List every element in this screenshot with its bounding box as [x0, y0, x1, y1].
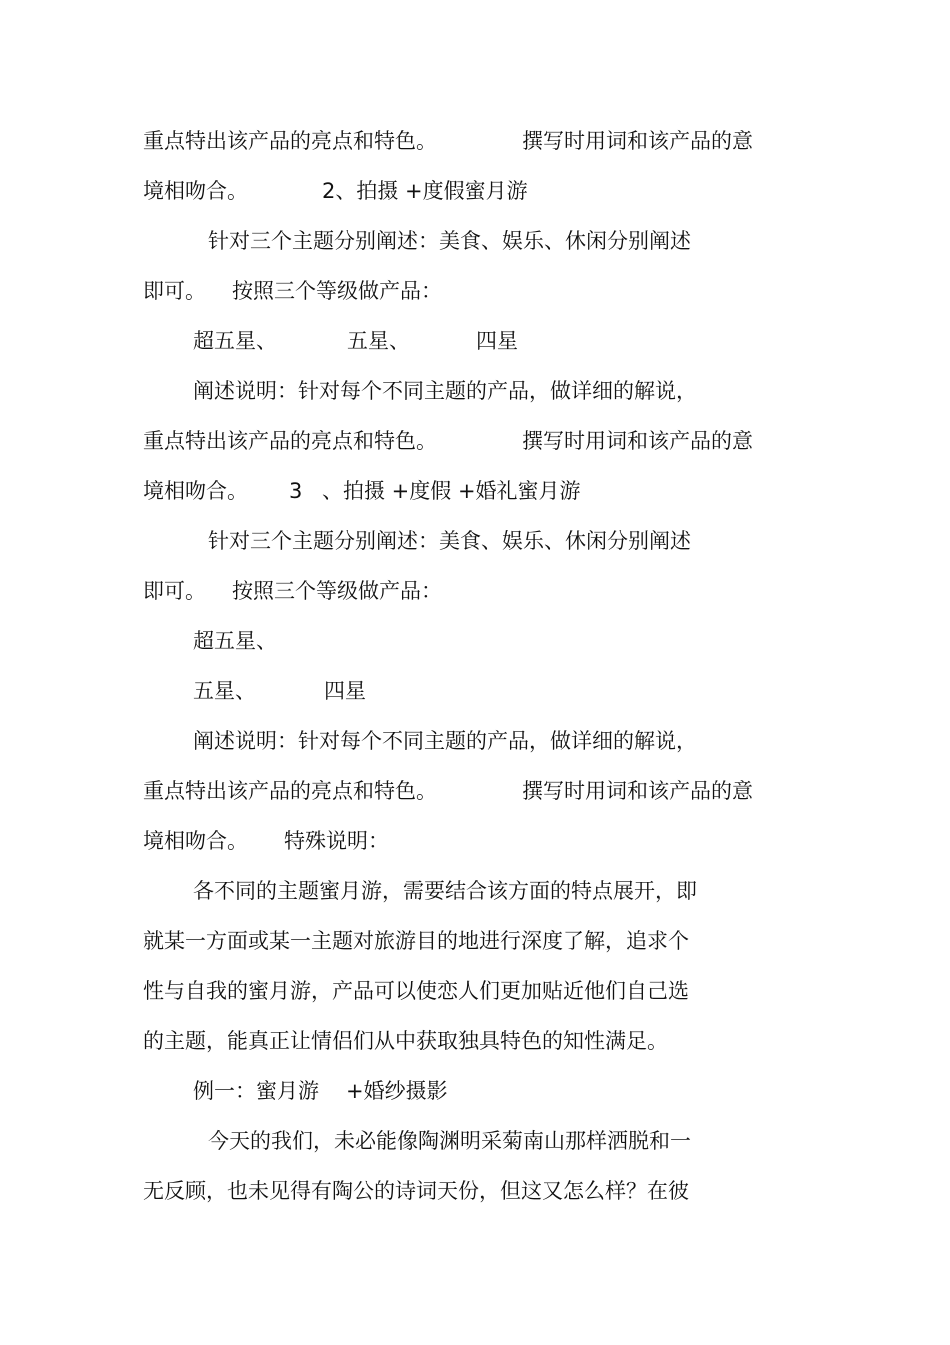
text-segment: 针对三个主题分别阐述：美食、娱乐、休闲分别阐述 [208, 229, 691, 253]
text-segment: 针对三个主题分别阐述：美食、娱乐、休闲分别阐述 [208, 529, 691, 553]
text-segment: 、拍摄 +度假 +婚礼蜜月游 [322, 479, 581, 503]
text-segment: 五星、 [347, 329, 410, 353]
text-segment: 重点特出该产品的亮点和特色。 [143, 129, 437, 153]
text-segment: 阐述说明：针对每个不同主题的产品，做详细的解说， [193, 729, 697, 753]
text-segment: 撰写时用词和该产品的意 [522, 129, 753, 153]
text-segment: 按照三个等级做产品： [232, 579, 442, 603]
text-segment: 例一：蜜月游 [193, 1079, 319, 1103]
text-segment: 四星 [324, 679, 366, 703]
text-segment: 按照三个等级做产品： [232, 279, 442, 303]
text-segment: 特殊说明： [284, 829, 389, 853]
text-segment: 重点特出该产品的亮点和特色。 [143, 429, 437, 453]
text-segment: 今天的我们，未必能像陶渊明采菊南山那样洒脱和一 [208, 1129, 691, 1153]
text-segment: 3 [289, 479, 303, 503]
text-segment: 即可。 [143, 279, 206, 303]
text-segment: 2、拍摄 +度假蜜月游 [322, 179, 528, 203]
text-segment: 性与自我的蜜月游，产品可以使恋人们更加贴近他们自己选 [143, 979, 689, 1003]
text-segment: 撰写时用词和该产品的意 [522, 429, 753, 453]
text-segment: 境相吻合。 [143, 829, 248, 853]
text-segment: 撰写时用词和该产品的意 [522, 779, 753, 803]
text-segment: 超五星、 [193, 629, 277, 653]
text-segment: 四星 [476, 329, 518, 353]
text-segment: 重点特出该产品的亮点和特色。 [143, 779, 437, 803]
text-segment: 的主题，能真正让情侣们从中获取独具特色的知性满足。 [143, 1029, 668, 1053]
text-segment: 阐述说明：针对每个不同主题的产品，做详细的解说， [193, 379, 697, 403]
text-segment: 五星、 [193, 679, 256, 703]
text-segment: 超五星、 [193, 329, 277, 353]
text-segment: 境相吻合。 [143, 479, 248, 503]
text-segment: +婚纱摄影 [346, 1079, 448, 1103]
text-segment: 境相吻合。 [143, 179, 248, 203]
text-segment: 无反顾，也未见得有陶公的诗词天份，但这又怎么样？在彼 [143, 1179, 689, 1203]
text-segment: 即可。 [143, 579, 206, 603]
text-segment: 就某一方面或某一主题对旅游目的地进行深度了解，追求个 [143, 929, 689, 953]
text-segment: 各不同的主题蜜月游，需要结合该方面的特点展开，即 [193, 879, 697, 903]
